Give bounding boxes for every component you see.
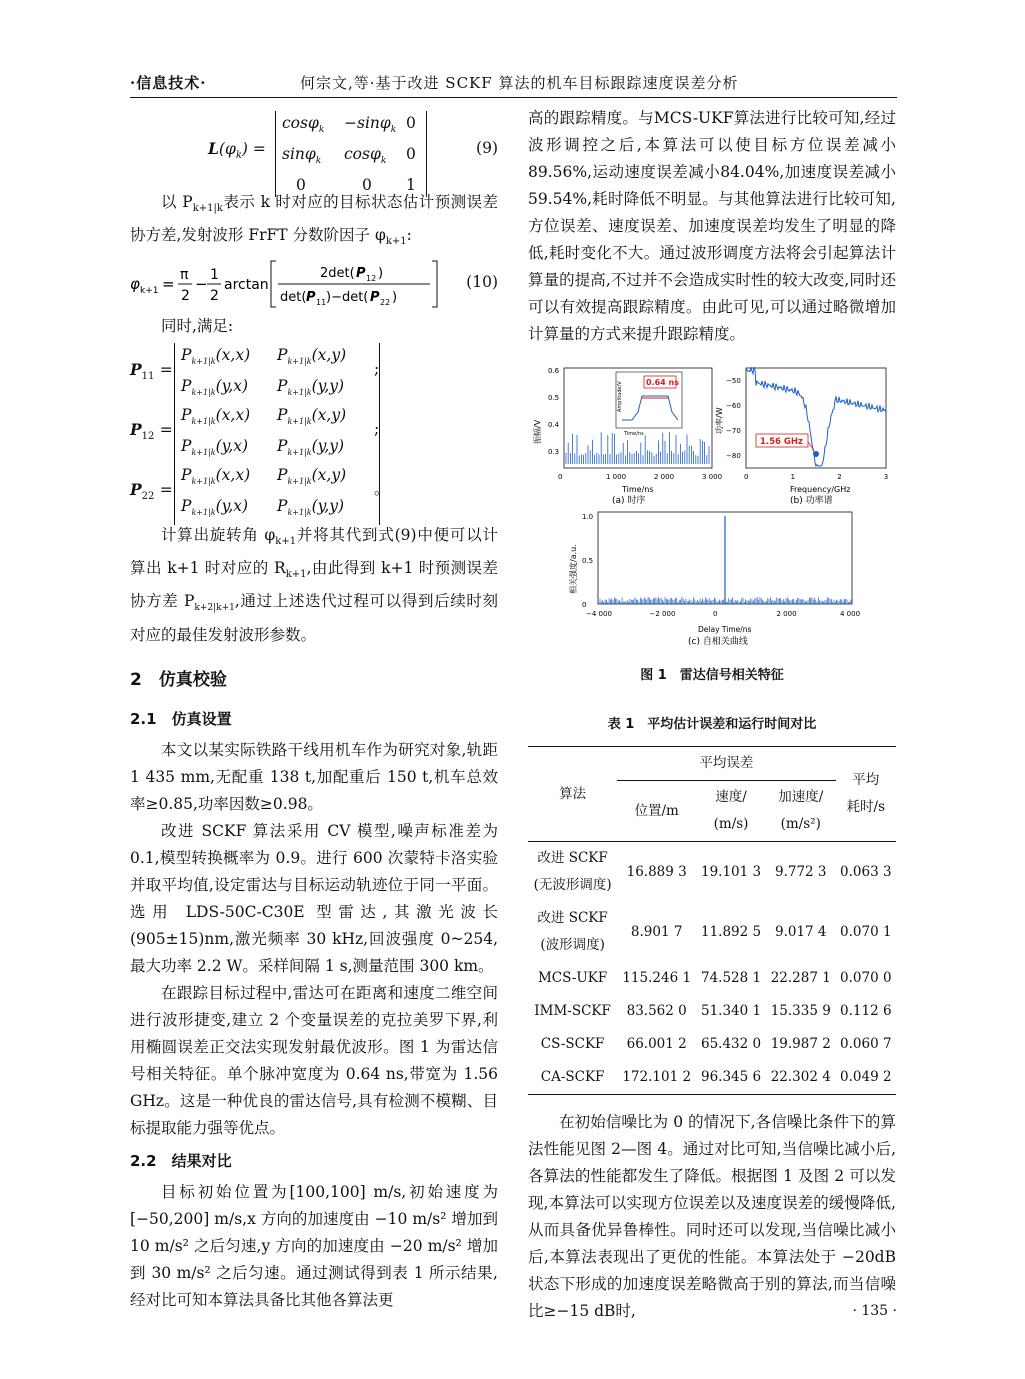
c-ytick-label: 0	[582, 601, 587, 609]
cell-value: 115.246 1	[622, 970, 692, 986]
b-xtick-label: 3	[883, 473, 889, 481]
cell-algo: CA-SCKF	[540, 1069, 605, 1085]
table-row	[528, 1061, 896, 1095]
svg-text:P: P	[356, 266, 366, 282]
c-xtick-label: 0	[713, 610, 718, 618]
a-ytick-label: 0.5	[548, 394, 560, 402]
table-row	[528, 962, 896, 995]
cell-value: 11.892 5	[700, 923, 762, 940]
b-xlabel: Frequency/GHz	[790, 485, 851, 494]
c-xlabel: Delay Time/ns	[698, 625, 752, 634]
svg-text:11: 11	[316, 298, 327, 308]
svg-text:−: −	[195, 275, 208, 294]
svg-text:2: 2	[181, 288, 190, 305]
b-ytick-label: −80	[726, 452, 741, 460]
paragraph: 高的跟踪精度。与MCS-UKF算法进行比较可知,经过波形调控之后,本算法可以使目标方位误差减小 89.56%,运动速度误差减小84.04%,加速度误差减小 59.54%,耗时降低不明显。与其他算法进行比较可知,方位误差、速度误差、加速度误差均发生了明显的降低,耗时变化不大。通过波形调度方法将会引起算法计算量的提高,不过并不会造成实时性的较大改变,同时还可以有效提高跟踪精度。由此可见,可以通过略微增加计算量的方式来提升跟踪精度。	[528, 109, 896, 343]
cell-value: 0.049 2	[840, 1069, 892, 1085]
cell-value: 22.287 1	[770, 970, 831, 986]
header-title: 何宗文,等·基于改进 SCKF 算法的机车目标跟踪速度误差分析	[300, 74, 739, 92]
b-caption: (b) 功率谱	[790, 496, 833, 506]
table-row	[528, 1028, 896, 1061]
subsection-heading: 2.2 结果对比	[130, 1152, 232, 1171]
table-row	[528, 995, 896, 1028]
paragraph: 计算出旋转角 $\varphi_{k+1}$并将其代到式(9)中便可以计算出 k+1 时对应的 $R_{k+1}$,由此得到 k+1 时预测误差协方差 $P_{k+2|k+1}$,通过上述迭代过程可以得到后续时刻对应的最佳发射波形参数。	[130, 526, 499, 645]
svg-text:): )	[392, 290, 398, 306]
a-ytick-label: 0.3	[548, 448, 560, 456]
a-ylabel: 振幅/V	[533, 419, 542, 444]
svg-text:det(: det(	[280, 290, 307, 306]
cell-value: 172.101 2	[622, 1069, 692, 1085]
b-ylabel: 功率/W	[715, 407, 724, 434]
b-ytick-label: −50	[726, 377, 741, 385]
svg-text:1: 1	[210, 267, 219, 284]
a-xtick-label: 1 000	[606, 473, 627, 481]
cell-algo: 改进 SCKF (无波形调度)	[533, 850, 612, 893]
cell-value: 9.017 4	[774, 923, 827, 940]
cell-value: 51.340 1	[700, 1003, 762, 1019]
left-column	[130, 105, 498, 1314]
cell-value: 8.901 7	[630, 923, 683, 940]
page-number: · 135 ·	[852, 1303, 897, 1319]
inset-xlabel: Time/ns	[624, 431, 644, 437]
c-ytick-label: 0.5	[582, 557, 594, 565]
svg-text:P: P	[370, 290, 380, 306]
inset-annotation: 0.64 ns	[646, 378, 679, 387]
svg-text:π: π	[180, 267, 189, 284]
paragraph: 在初始信噪比为 0 的情况下,各信噪比条件下的算法性能见图 2—图 4。通过对比可知,当信噪比减小后,各算法的性能都发生了降低。根据图 1 及图 2 可以发现,本算法可以实现方位误差以及速度误差的缓慢降低,从而具备优异鲁棒性。同时还可以发现,当信噪比减小后,本算法表现出了更优的性能。本算法处于 −20dB 状态下形成的加速度误差略微高于别的算法,而当信噪比≥−15 dB时,	[528, 1113, 896, 1320]
c-xtick-label: 2 000	[776, 610, 797, 618]
subsection-heading: 2.1 仿真设置	[130, 710, 232, 729]
cell-value: 83.562 0	[626, 1003, 687, 1019]
a-xlabel: Time/ns	[622, 485, 654, 494]
b-annotation: 1.56 GHz	[760, 437, 803, 447]
svg-text:12: 12	[366, 274, 377, 284]
c-xtick-label: −4 000	[586, 610, 612, 618]
paragraph: 同时,满足:	[161, 317, 234, 336]
table-caption: 表 1 平均估计误差和运行时间对比	[607, 717, 817, 732]
table-row	[528, 902, 896, 962]
cell-value: 96.345 6	[700, 1069, 762, 1085]
section-heading: 2 仿真校验	[130, 670, 227, 691]
a-xtick-label: 2 000	[654, 473, 675, 481]
rotation-matrix: cosφ$_k$ −sinφ$_k$ 0 sinφ$_k$ cosφ$_k$ 0 0 0 1	[275, 111, 427, 197]
cell-algo: 改进 SCKF (波形调度)	[537, 910, 608, 953]
cell-algo: CS-SCKF	[540, 1036, 605, 1052]
cell-value: 0.063 3	[840, 863, 892, 880]
th-acc: 加速度/ (m/s²)	[778, 789, 824, 832]
inset-ylabel: Amplitude/V	[617, 381, 623, 412]
cell-value: 16.889 3	[626, 863, 687, 880]
a-ytick-label: 0.6	[548, 367, 560, 375]
eq9-number: (9)	[476, 139, 498, 157]
c-caption: (c) 自相关曲线	[688, 637, 748, 647]
right-column	[528, 105, 896, 1325]
table-body	[528, 842, 896, 1095]
cell-value: 22.302 4	[770, 1069, 831, 1085]
cell-value: 0.112 6	[840, 1003, 892, 1019]
a-xtick-label: 0	[558, 473, 563, 481]
figure-caption: 图 1 雷达信号相关特征	[640, 668, 784, 683]
cell-value: 66.001 2	[626, 1036, 687, 1052]
b-ytick-label: −60	[726, 402, 741, 410]
equation-9: $L(\varphi_k)$ = cosφ$_k$ −sinφ$_k$ 0 sinφ$_k$ cosφ$_k$ 0 0 0 1 (9)	[130, 105, 498, 189]
th-avg-err: 平均误差	[617, 747, 835, 781]
paragraph: 改进 SCKF 算法采用 CV 模型,噪声标准差为 0.1,模型转换概率为 0.9。进行 600 次蒙特卡洛实验并取平均值,设定雷达与目标运动轨迹位于同一平面。选用 LDS-50C-C30E 型雷达,其激光波长(905±15)nm,激光频率 30 kHz,回波强度 0~254,最大功率 2.2 W。采样间隔 1 s,测量范围 300 km。	[130, 822, 498, 976]
b-ytick-label: −70	[726, 427, 741, 435]
a-caption: (a) 时序	[612, 496, 646, 506]
spectrum-min-marker	[813, 451, 819, 457]
paragraph: 目标初始位置为[100,100] m/s,初始速度为[−50,200] m/s,x 方向的加速度由 −10 m/s² 增加到10 m/s² 之后匀速,y 方向的加速度由 −20 m/s² 增加到 30 m/s² 之后匀速。通过测试得到表 1 所示结果,经对比可知本算法具备比其他各算法更	[130, 1183, 498, 1310]
paragraph: 本文以某实际铁路干线用机车作为研究对象,轨距 1 435 mm,无配重 138 t,加配重后 150 t,机车总效率≥0.85,功率因数≥0.98。	[130, 741, 498, 814]
c-xtick-label: 4 000	[840, 610, 861, 618]
b-xtick-label: 2	[837, 473, 842, 481]
cell-value: 0.060 7	[840, 1036, 892, 1052]
cell-value: 19.101 3	[700, 863, 762, 880]
svg-text:22: 22	[380, 298, 391, 308]
svg-text:)−det(: )−det(	[326, 290, 369, 306]
header-section: ·信息技术·	[130, 74, 207, 92]
cell-value: 0.070 0	[840, 970, 892, 986]
c-xtick-label: −2 000	[649, 610, 676, 618]
table-row	[528, 842, 896, 903]
svg-text:k+1: k+1	[140, 286, 159, 297]
cell-value: 9.772 3	[774, 863, 827, 880]
cell-value: 15.335 9	[770, 1003, 831, 1019]
svg-text:2det(: 2det(	[320, 266, 355, 282]
figure-1-svg	[528, 366, 896, 666]
eq10-number: (10)	[466, 273, 498, 292]
cell-value: 65.432 0	[700, 1036, 762, 1052]
th-pos: 位置/m	[634, 802, 679, 819]
cell-value: 0.070 1	[840, 923, 892, 940]
svg-text:2: 2	[210, 288, 219, 305]
a-xtick-label: 3 000	[702, 473, 723, 481]
cell-value: 19.987 2	[770, 1036, 831, 1052]
subfigure-c	[568, 512, 860, 647]
matrix-p22: $P_{22}$ = $P_{k+1|k}(x,x)$ $P_{k+1|k}(x,y)$ $P_{k+1|k}(y,x)$ $P_{k+1|k}(y,y)$ 。	[130, 460, 498, 522]
th-vel: 速度/ (m/s)	[713, 789, 749, 832]
equation-10	[130, 255, 498, 313]
svg-text:): )	[378, 266, 384, 282]
th-time: 平均 耗时/s	[846, 772, 886, 815]
svg-text:P: P	[306, 290, 316, 306]
matrix-p11: $P_{11}$ = $P_{k+1|k}(x,x)$ $P_{k+1|k}(x,y)$ $P_{k+1|k}(y,x)$ $P_{k+1|k}(y,y)$ ;	[130, 340, 498, 400]
paragraph: 在跟踪目标过程中,雷达可在距离和速度二维空间进行波形捷变,建立 2 个变量误差的克拉美罗下界,利用椭圆误差正交法实现发射最优波形。图 1 为雷达信号相关特征。单个脉冲宽度为 0.64 ns,带宽为 1.56 GHz。这是一种优良的雷达信号,具有检测不模糊、目标提取能力强等优点。	[130, 984, 498, 1138]
svg-text:=: =	[162, 275, 175, 294]
svg-text:arctan: arctan	[224, 277, 269, 294]
cell-value: 74.528 1	[700, 970, 762, 986]
eq10-svg	[130, 255, 498, 313]
b-xtick-label: 1	[790, 473, 796, 481]
a-ytick-label: 0.4	[548, 421, 560, 429]
results-table	[528, 746, 896, 1095]
c-ylabel: 相关强度/a.u.	[569, 544, 578, 594]
paragraph: 以 $P_{k+1|k}$表示 k 时对应的目标状态估计预测误差协方差,发射波形 FrFT 分数阶因子 $\varphi_{k+1}$:	[130, 193, 499, 248]
header-rule	[130, 97, 897, 98]
th-algo: 算法	[559, 785, 587, 802]
matrix-p12: $P_{12}$ = $P_{k+1|k}(x,x)$ $P_{k+1|k}(x,y)$ $P_{k+1|k}(y,x)$ $P_{k+1|k}(y,y)$ ;	[130, 400, 498, 460]
c-ytick-label: 1.0	[582, 513, 594, 521]
figure-1	[528, 366, 896, 666]
cell-algo: IMM-SCKF	[534, 1003, 611, 1019]
subfigure-b	[714, 367, 888, 506]
svg-text:φ: φ	[130, 275, 140, 294]
cell-algo: MCS-UKF	[537, 970, 608, 986]
subfigure-a	[532, 367, 722, 506]
b-xtick-label: 0	[744, 473, 749, 481]
